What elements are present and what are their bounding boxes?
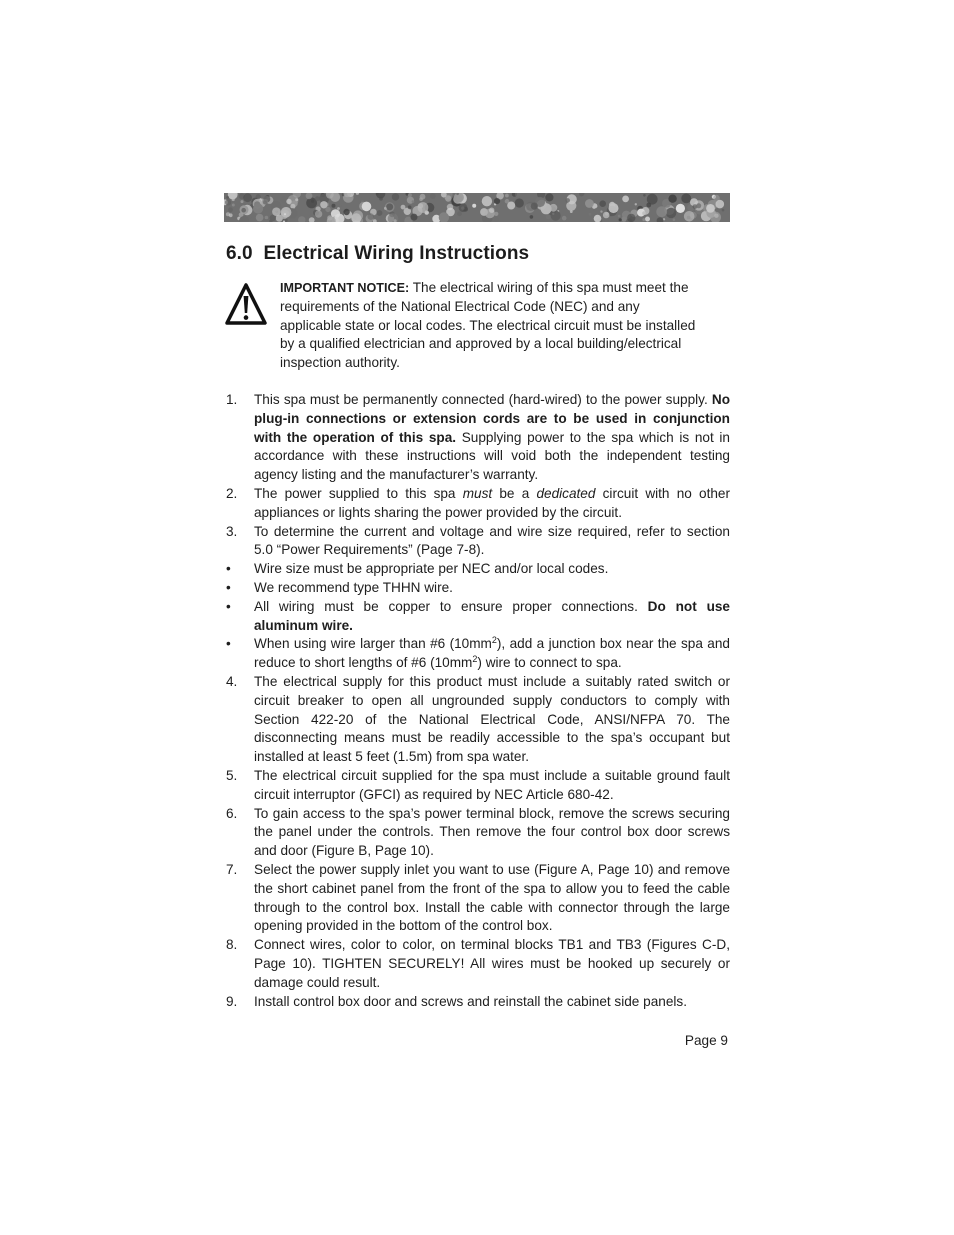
list-item [226, 523, 730, 561]
droplet [457, 211, 462, 216]
list-item [226, 936, 730, 992]
droplet [315, 196, 320, 201]
droplet [646, 203, 651, 208]
item-marker: 5. [226, 767, 238, 783]
droplet [232, 198, 235, 201]
droplet [666, 208, 676, 218]
item-text: be a [492, 485, 537, 501]
list-item [226, 861, 730, 936]
item-text: All wiring must be copper to ensure proper connections. [254, 598, 648, 614]
item-text: Supplying power to the spa which is not in accordance with these instructions will void both the independent testing agency listing and the manufacturer’s warranty. [254, 429, 730, 483]
droplet [515, 198, 524, 207]
droplet [430, 193, 436, 199]
droplet [420, 194, 426, 200]
droplet [681, 194, 691, 204]
droplet [337, 207, 340, 210]
droplet [676, 204, 685, 213]
droplet [281, 207, 292, 218]
droplet [546, 214, 551, 219]
droplet [599, 200, 606, 207]
droplet [401, 205, 406, 210]
droplet [706, 204, 715, 213]
droplet [272, 207, 281, 216]
droplet [386, 203, 393, 210]
droplet [265, 216, 269, 220]
droplet [295, 198, 298, 201]
droplet [619, 218, 622, 221]
droplet [603, 212, 610, 219]
droplet [243, 193, 252, 202]
warning-triangle-icon [225, 282, 267, 326]
droplet [643, 194, 646, 197]
item-text: ) wire to connect to spa. [477, 655, 622, 671]
droplet [327, 215, 332, 220]
important-notice [280, 279, 704, 373]
droplet [408, 205, 412, 209]
item-text: The electrical circuit supplied for the spa must include a suitable ground fault circuit interruptor (GFCI) as required by NEC Article 680-42. [254, 767, 730, 802]
superscript: 2 [491, 635, 497, 646]
droplet [714, 214, 718, 218]
bullet-marker: • [226, 598, 231, 614]
item-text: To gain access to the spa’s power terminal block, remove the screws securing the panel under the controls. Then remove the four control box door screws and door (Figure B, Page 10). [254, 805, 730, 859]
droplet [494, 212, 498, 216]
droplet [645, 217, 650, 222]
item-text: Wire size must be appropriate per NEC and/or local codes. [254, 561, 609, 577]
droplet [311, 200, 314, 203]
droplet [489, 208, 494, 213]
item-marker: 8. [226, 937, 238, 953]
item-marker: 4. [226, 673, 238, 689]
list-item [226, 560, 730, 579]
section-number: 6.0 [226, 243, 253, 264]
item-text: To determine the current and voltage and wire size required, refer to section 5.0 “Power Requirements” (Page 7-8). [254, 523, 730, 558]
section-title: Electrical Wiring Instructions [263, 243, 530, 264]
item-emphasis: No plug-in connections or extension cords are to be used in conjunction with the operation of this spa. [254, 392, 730, 445]
list-item [226, 767, 730, 805]
droplet [562, 216, 567, 221]
droplet [505, 194, 509, 198]
droplet [494, 218, 498, 222]
list-item [226, 805, 730, 861]
header-banner [224, 193, 730, 222]
droplet [618, 215, 621, 218]
page-number: Page 9 [684, 1033, 728, 1048]
notice-text: The electrical wiring of this spa must meet the requirements of the National Electrical Code (NEC) and any applicable state or local codes. The electrical circuit must be installed by a qualified electrician and approved by a local building/electrical inspection authority. [280, 280, 696, 371]
bullet-marker: • [226, 636, 231, 652]
droplet [600, 210, 602, 212]
droplet [609, 216, 618, 222]
droplet [248, 215, 252, 219]
droplet [507, 202, 515, 210]
droplet [241, 208, 246, 213]
list-item [226, 391, 730, 485]
droplet [226, 196, 229, 199]
droplet [642, 218, 645, 221]
section-heading [226, 243, 529, 265]
droplet [232, 204, 235, 207]
droplet [531, 203, 538, 210]
droplet [713, 200, 716, 203]
droplet [627, 214, 635, 222]
list-item [226, 993, 730, 1012]
droplet [253, 203, 263, 213]
droplet [263, 201, 267, 205]
list-item [226, 598, 730, 636]
droplet [472, 204, 476, 208]
item-text: Connect wires, color to color, on terminal blocks TB1 and TB3 (Figures C-D, Page 10). TIGHTEN SECURELY! All wires must be hooked up securely or damage could result. [254, 937, 730, 990]
item-text: circuit with no other appliances or lights sharing the power provided by the circuit. [254, 485, 730, 520]
droplet [657, 217, 664, 222]
droplet [228, 207, 233, 212]
droplet [286, 199, 291, 204]
droplet [362, 202, 372, 212]
droplet [229, 213, 233, 217]
droplet [684, 211, 695, 222]
droplet [356, 193, 359, 195]
item-marker: 6. [226, 805, 238, 821]
droplet [411, 214, 418, 221]
droplet [332, 204, 336, 208]
droplet [589, 213, 592, 216]
item-emphasis: dedicated [536, 485, 596, 501]
droplet [368, 213, 375, 220]
item-marker: 1. [226, 392, 238, 407]
droplet [330, 193, 340, 202]
droplet [373, 219, 377, 222]
droplet [656, 206, 667, 217]
droplet [280, 197, 286, 203]
droplet [225, 199, 231, 205]
item-text: ), add a junction box near the spa and reduce to short lengths of #6 (10mm [254, 636, 730, 671]
droplet [494, 198, 500, 204]
droplet [609, 203, 619, 213]
droplet [530, 215, 534, 219]
droplet [284, 213, 286, 215]
droplet [320, 201, 327, 208]
droplet [545, 196, 547, 198]
superscript: 2 [472, 654, 478, 665]
item-text: The power supplied to this spa [254, 485, 463, 501]
droplet [377, 210, 383, 216]
droplet [622, 196, 629, 203]
list-item [226, 673, 730, 767]
droplet [343, 209, 349, 215]
droplet [309, 217, 315, 222]
droplet [459, 203, 468, 212]
droplet [392, 193, 399, 200]
droplet [353, 210, 363, 220]
bullet-marker: • [226, 579, 231, 595]
droplet [482, 196, 492, 206]
item-emphasis: Do not use aluminum wire. [254, 598, 730, 633]
item-text: When using wire larger than #6 (10mm [254, 636, 492, 652]
droplet [550, 204, 558, 212]
item-text: We recommend type THHN wire. [254, 579, 453, 595]
droplet [362, 193, 371, 200]
droplet [716, 200, 725, 209]
droplet [551, 211, 561, 221]
item-marker: 9. [226, 993, 238, 1009]
droplet [418, 202, 429, 213]
instruction-list [226, 391, 730, 1011]
droplet [298, 216, 305, 222]
item-text: Select the power supply inlet you want to use (Figure A, Page 10) and remove the short cabinet panel from the front of the spa to allow you to feed the cable through to the control box. Install the cable with connector through the large opening provided in the bottom of the control box. [254, 861, 730, 934]
droplet [339, 205, 341, 207]
item-text: Install control box door and screws and reinstall the cabinet side panels. [254, 993, 687, 1009]
droplet [447, 204, 453, 210]
droplet [668, 195, 676, 203]
bullet-marker: • [226, 561, 231, 577]
droplet [585, 199, 594, 208]
item-marker: 3. [226, 523, 238, 539]
water-droplets-texture [224, 193, 730, 222]
notice-label: IMPORTANT NOTICE: [280, 281, 410, 295]
droplet [635, 203, 637, 205]
droplet [565, 198, 570, 203]
item-emphasis: must [462, 485, 493, 501]
droplet [256, 214, 264, 222]
droplet [696, 203, 701, 208]
droplet [408, 193, 412, 197]
droplet [379, 197, 383, 201]
droplet [722, 209, 725, 212]
droplet [673, 218, 676, 221]
item-text: This spa must be permanently connected (hard-wired) to the power supply. [254, 392, 712, 407]
list-item [226, 485, 730, 523]
item-marker: 2. [226, 485, 238, 501]
droplet [412, 200, 415, 203]
item-text: The electrical supply for this product must include a suitably rated switch or circuit breaker to open all ungrounded supply conductors to comply with Section 422-20 of the National Electrical Code, ANSI/NFPA 70. The disconnecting means must be readily accessible to the spa’s occupant but installed at least 5 feet (1.5m) from spa water. [254, 673, 730, 765]
droplet [241, 200, 244, 203]
list-item [226, 579, 730, 598]
list-item [226, 635, 730, 673]
droplet [515, 193, 521, 197]
item-marker: 7. [226, 861, 238, 877]
droplet [579, 193, 583, 197]
droplet [315, 210, 322, 217]
droplet [642, 211, 646, 215]
